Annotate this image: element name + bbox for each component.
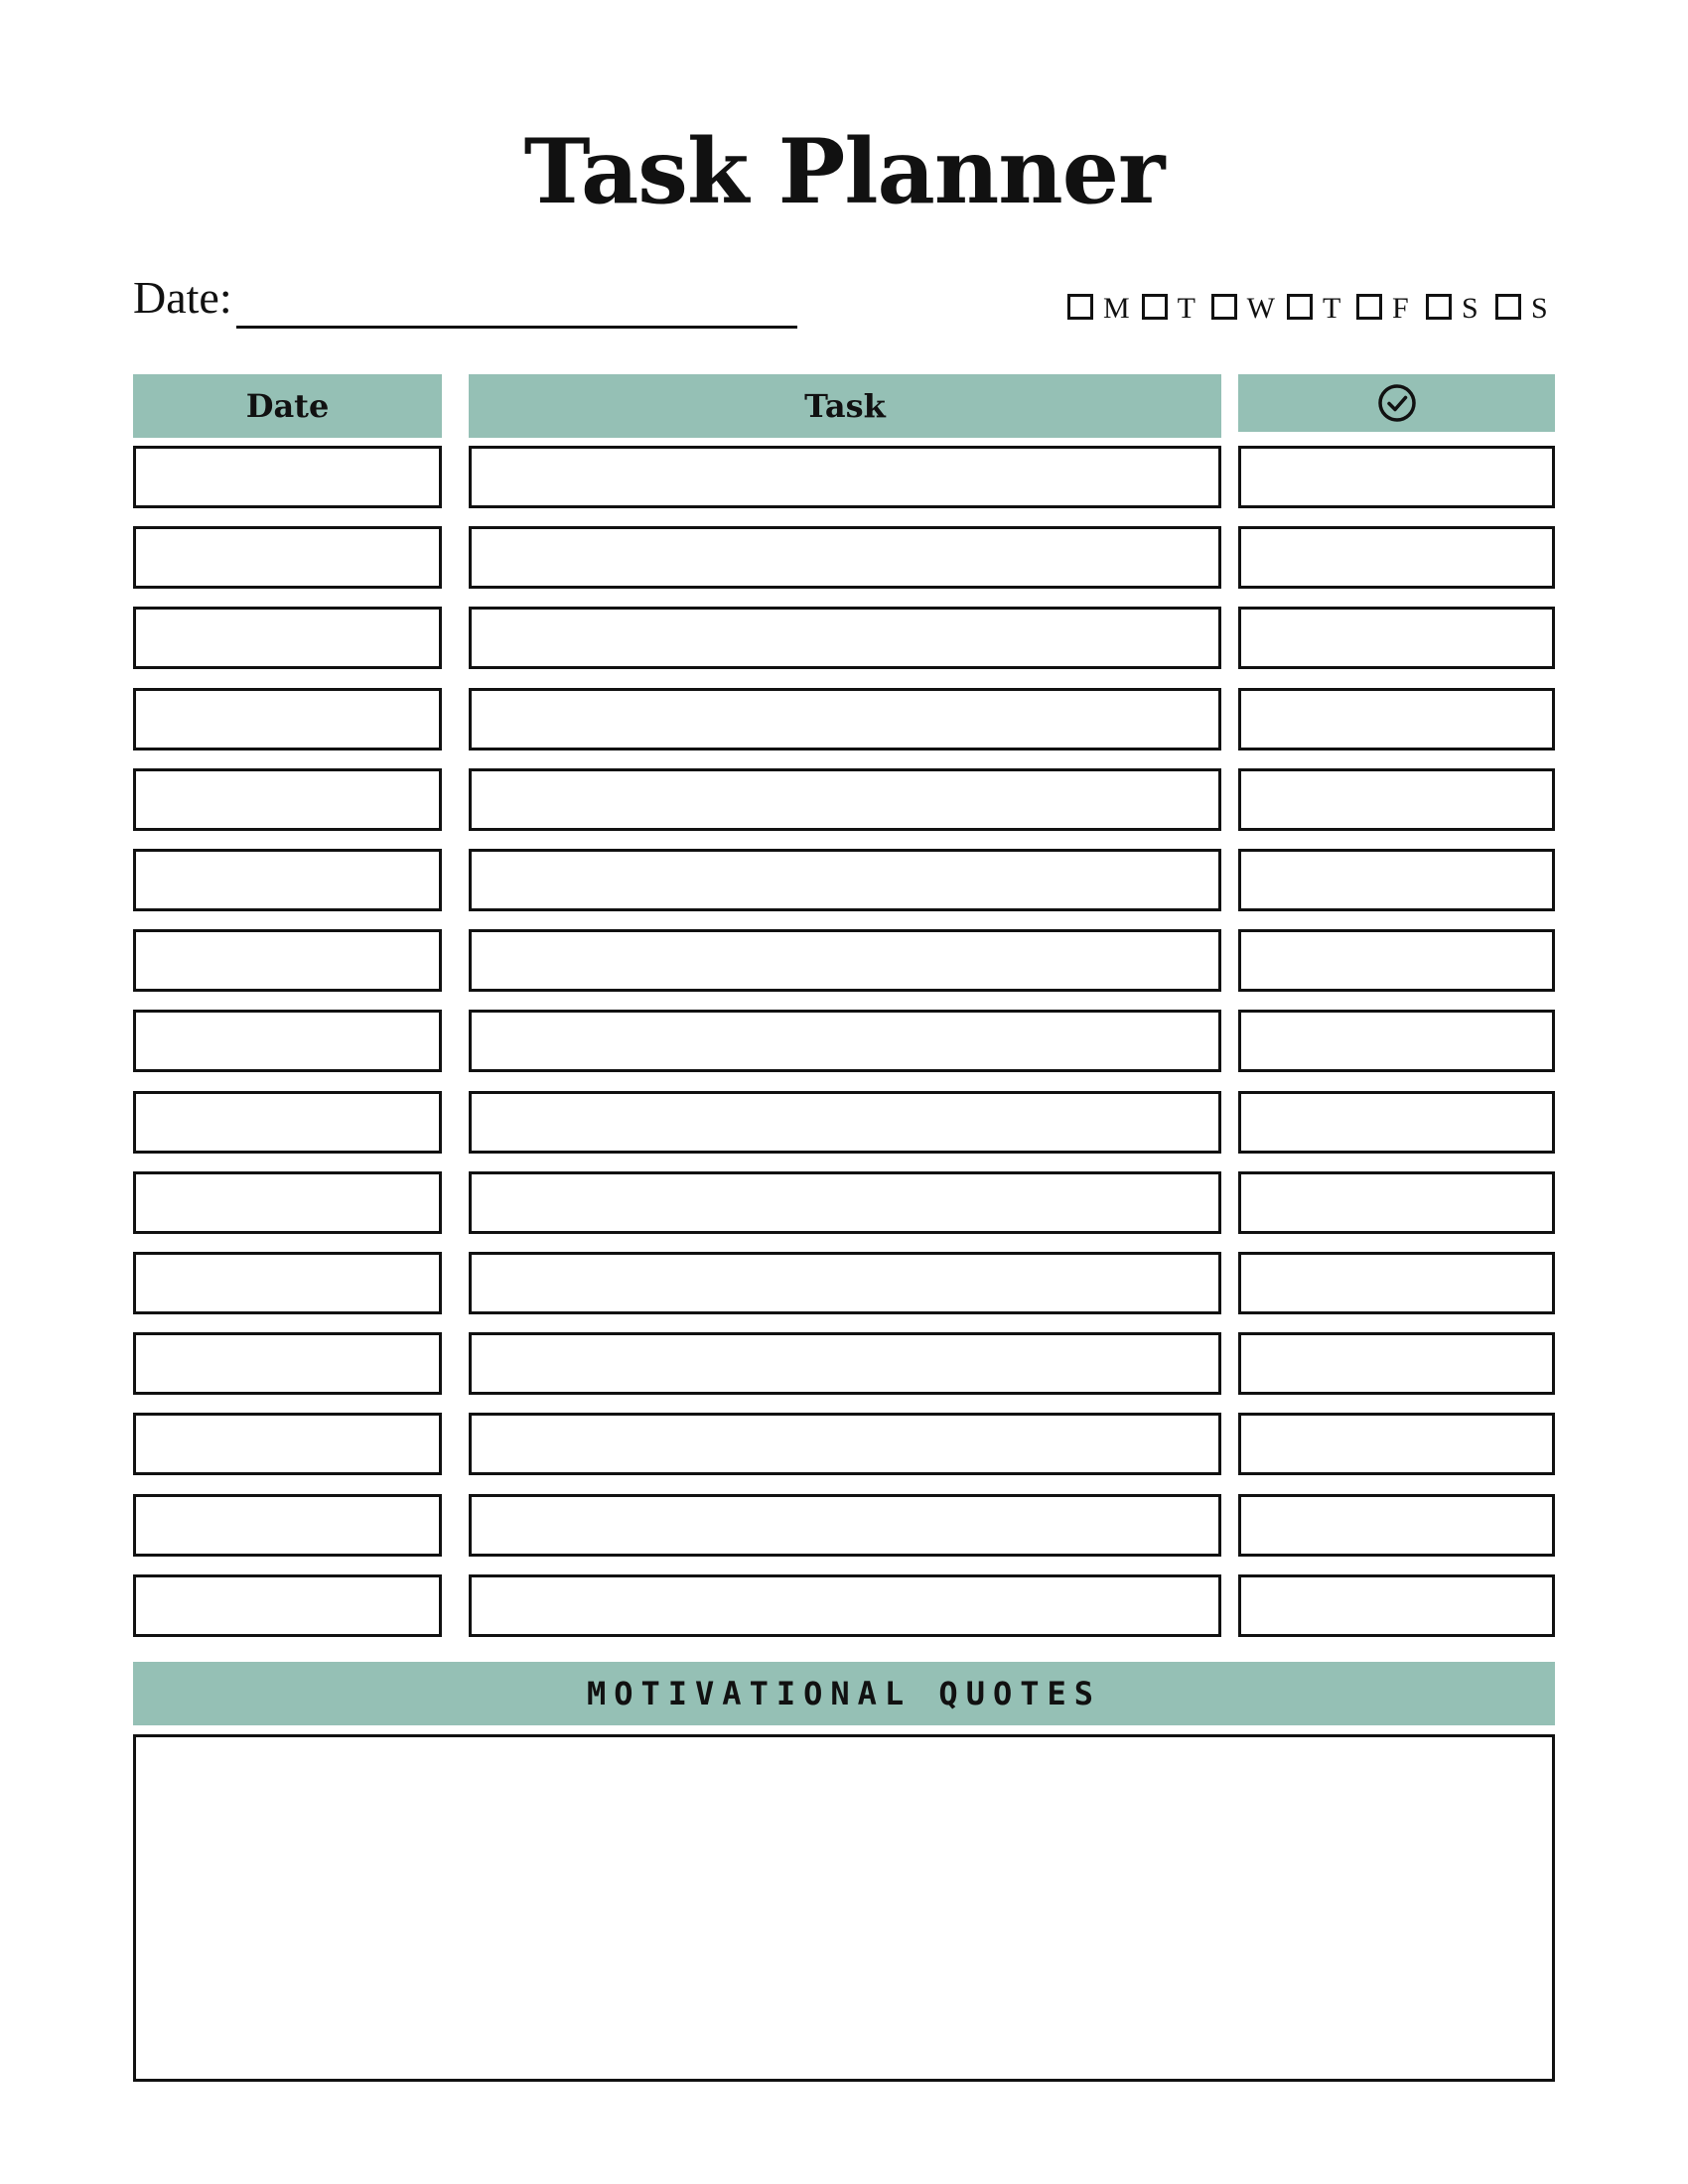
task-cell[interactable] [469,768,1221,831]
done-cell[interactable] [1238,1252,1555,1314]
weekday-label: M [1102,292,1130,325]
task-cell[interactable] [469,607,1221,669]
date-cell[interactable] [133,1413,442,1475]
done-cell[interactable] [1238,1413,1555,1475]
task-cell[interactable] [469,688,1221,751]
date-cell[interactable] [133,446,442,508]
date-cell[interactable] [133,526,442,589]
task-cell[interactable] [469,1413,1221,1475]
weekday-label: S [1462,292,1478,325]
task-cell[interactable] [469,1091,1221,1154]
date-cell[interactable] [133,1010,442,1072]
date-cell[interactable] [133,607,442,669]
date-cell[interactable] [133,768,442,831]
task-cell[interactable] [469,526,1221,589]
task-cell[interactable] [469,849,1221,911]
date-cell[interactable] [133,849,442,911]
quotes-box[interactable] [133,1734,1555,2082]
done-cell[interactable] [1238,1091,1555,1154]
done-cell[interactable] [1238,1574,1555,1637]
task-column-header: Task [469,374,1221,438]
done-cell[interactable] [1238,1010,1555,1072]
date-cell[interactable] [133,1171,442,1234]
date-cell[interactable] [133,929,442,992]
done-cell[interactable] [1238,607,1555,669]
done-cell[interactable] [1238,1332,1555,1395]
done-cell[interactable] [1238,688,1555,751]
date-column-header: Date [133,374,442,438]
weekday-label: S [1531,292,1548,325]
done-cell[interactable] [1238,446,1555,508]
date-cell[interactable] [133,1574,442,1637]
date-cell[interactable] [133,1252,442,1314]
date-cell[interactable] [133,688,442,751]
date-cell[interactable] [133,1091,442,1154]
quotes-header: MOTIVATIONAL QUOTES [133,1662,1555,1725]
task-cell[interactable] [469,446,1221,508]
task-cell[interactable] [469,1171,1221,1234]
task-cell[interactable] [469,1574,1221,1637]
done-cell[interactable] [1238,526,1555,589]
weekday-label: T [1177,292,1196,325]
task-cell[interactable] [469,1332,1221,1395]
weekday-label: T [1323,292,1341,325]
task-cell[interactable] [469,1010,1221,1072]
date-label: Date: [133,272,232,323]
done-cell[interactable] [1238,849,1555,911]
weekday-label: F [1392,292,1409,325]
date-cell[interactable] [133,1494,442,1557]
done-cell[interactable] [1238,768,1555,831]
weekday-label: W [1246,292,1275,325]
task-cell[interactable] [469,929,1221,992]
done-cell[interactable] [1238,1494,1555,1557]
done-cell[interactable] [1238,929,1555,992]
page-title: Task Planner [523,119,1165,224]
done-cell[interactable] [1238,1171,1555,1234]
date-cell[interactable] [133,1332,442,1395]
task-cell[interactable] [469,1494,1221,1557]
task-cell[interactable] [469,1252,1221,1314]
